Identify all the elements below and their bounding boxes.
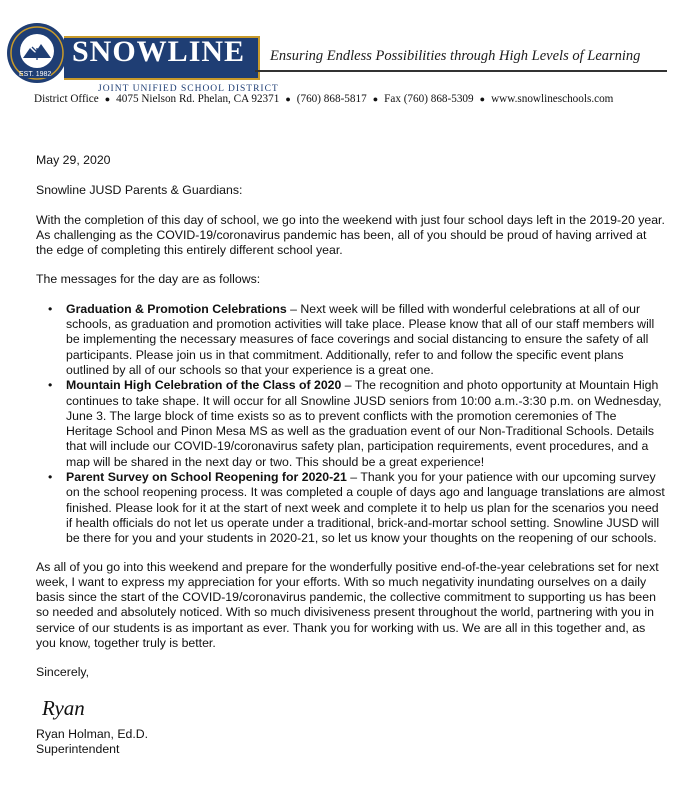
letterhead bbox=[0, 0, 675, 112]
address-office: District Office bbox=[34, 93, 99, 105]
intro-paragraph: With the completion of this day of school, we go into the weekend with just four school days left in the 2019-20 year. As challenging as the COVID-19/coronavirus pandemic has been, all of you should be proud of having arrived at the edge of completing this entirely different school year. bbox=[36, 212, 665, 258]
bullet-icon: ● bbox=[372, 94, 379, 104]
item-title: Parent Survey on School Reopening for 2020-21 bbox=[66, 470, 347, 485]
signature-text: Ryan bbox=[42, 695, 85, 720]
item-body: Next week will be filled with wonderful celebrations at all of our schools, as graduation and promotion activities will take place. Please know that all of our staff members will be implementing the necessary measures of face coverings and social distancing to ensure the safety of all participants. Please join us in that commitment. Additionally, refer to and follow the specific event plans outlined by all of our schools so that your experience is a great one. bbox=[66, 301, 655, 377]
item-body: Thank you for your patience with our upcoming survey on the school reopening process. It was completed a couple of days ago and language translations are almost finished. Please look for it at the start of next week and complete it to help us plan for the scenarios you need if health officials do not let us operate under a traditional, brick-and-mortar school setting. Snowline JUSD will be there for you and your students in 2020-21, so let us know your thoughts on the reopening of our schools. bbox=[66, 470, 665, 546]
signature bbox=[36, 691, 666, 727]
district-tagline: Ensuring Endless Possibilities through High Levels of Learning bbox=[270, 48, 641, 64]
messages-lead: The messages for the day are as follows: bbox=[36, 272, 261, 287]
address-line bbox=[34, 93, 613, 105]
signer-name: Ryan Holman, Ed.D. bbox=[36, 726, 149, 741]
district-logo bbox=[6, 22, 279, 94]
bullet-icon: • bbox=[48, 470, 53, 485]
signer-title: Superintendent bbox=[36, 741, 120, 756]
handwritten-signature bbox=[40, 693, 110, 723]
district-subtitle: JOINT UNIFIED SCHOOL DISTRICT bbox=[98, 84, 279, 94]
item-title: Graduation & Promotion Celebrations bbox=[66, 301, 287, 316]
list-item: • Mountain High Celebration of the Class of 2020 – The recognition and photo opportunity at Mountain High continues to take shape. It will occur for all Snowline JUSD seniors from 10:00 a.m.-3:30 p.m. on Wednesday, June 3. The large block of time exists so as to prevent conflicts with the promotion ceremonies of The Heritage School and Pinon Mesa MS as well as the graduation event of our Non-Traditional Schools. Details that will include our COVID-19/coronavirus safety plan, participation requirements, event procedures, and a map will be shared in the next day or two. This should be a great experience! bbox=[48, 378, 662, 469]
letter-date: May 29, 2020 bbox=[36, 153, 111, 167]
district-name: SNOWLINE bbox=[72, 35, 246, 68]
message-list bbox=[36, 302, 666, 547]
bullet-icon: • bbox=[48, 378, 53, 393]
bullet-icon: ● bbox=[104, 94, 111, 104]
salutation: Snowline JUSD Parents & Guardians: bbox=[36, 183, 243, 198]
header-rule bbox=[255, 70, 667, 72]
address-phone: (760) 868-5817 bbox=[296, 93, 367, 105]
list-item: • Parent Survey on School Reopening for 2020-21 – Thank you for your patience with our upcoming survey on the school reopening process. It was completed a couple of days ago and language translations are almost finished. Please look for it at the start of next week and complete it to help us plan for the scenarios you need if health officials do not let us operate under a traditional, brick-and-mortar school setting. Snowline JUSD will be there for you and your students in 2020-21, so let us know your thoughts on the reopening of our schools. bbox=[48, 470, 665, 546]
item-body: The recognition and photo opportunity at Mountain High continues to take shape. It will occur for all Snowline JUSD seniors from 10:00 a.m.-3:30 p.m. on Wednesday, June 3. The large block of time exists so as to prevent conflicts with the promotion ceremonies of The Heritage School and Pinon Mesa MS as well as the graduation event of our Non-Traditional Schools. Details that will include our COVID-19/coronavirus safety plan, participation requirements, event procedures, and a map will be shared in the next day or two. This should be a great experience! bbox=[66, 378, 662, 469]
established-label: EST. 1982 bbox=[19, 71, 52, 78]
address-fax: Fax (760) 868-5309 bbox=[384, 93, 474, 105]
sign-off: Sincerely, bbox=[36, 665, 90, 680]
address-website[interactable]: www.snowlineschools.com bbox=[491, 93, 614, 105]
item-title: Mountain High Celebration of the Class of 2020 bbox=[66, 378, 342, 393]
bullet-icon: ● bbox=[479, 94, 486, 104]
bullet-icon: • bbox=[48, 301, 53, 316]
address-street: 4075 Nielson Rd. Phelan, CA 92371 bbox=[116, 93, 280, 105]
letter-body bbox=[36, 153, 666, 757]
closing-paragraph: As all of you go into this weekend and prepare for the wonderfully positive end-of-the-year celebrations set for next week, I want to express my appreciation for your efforts. With so much negativity inundating ourselves on a daily basis since the start of the COVID-19/coronavirus pandemic, the collective commitment to supporting us has been so needed and absolutely noticed. With so much divisiveness present throughout the world, partnering with you in service of our students is as important as ever. Thank you for working with us. We are all in this together and, as you know, together truly is better. bbox=[36, 559, 659, 651]
list-item: • Graduation & Promotion Celebrations – Next week will be filled with wonderful celebrations at all of our schools, as graduation and promotion activities will take place. Please know that all of our staff members will be implementing the necessary measures of face coverings and social distancing to ensure the safety of all participants. Please join us in that commitment. Additionally, refer to and follow the specific event plans outlined by all of our schools so that your experience is a great one. bbox=[48, 301, 655, 377]
bullet-icon: ● bbox=[285, 94, 291, 104]
